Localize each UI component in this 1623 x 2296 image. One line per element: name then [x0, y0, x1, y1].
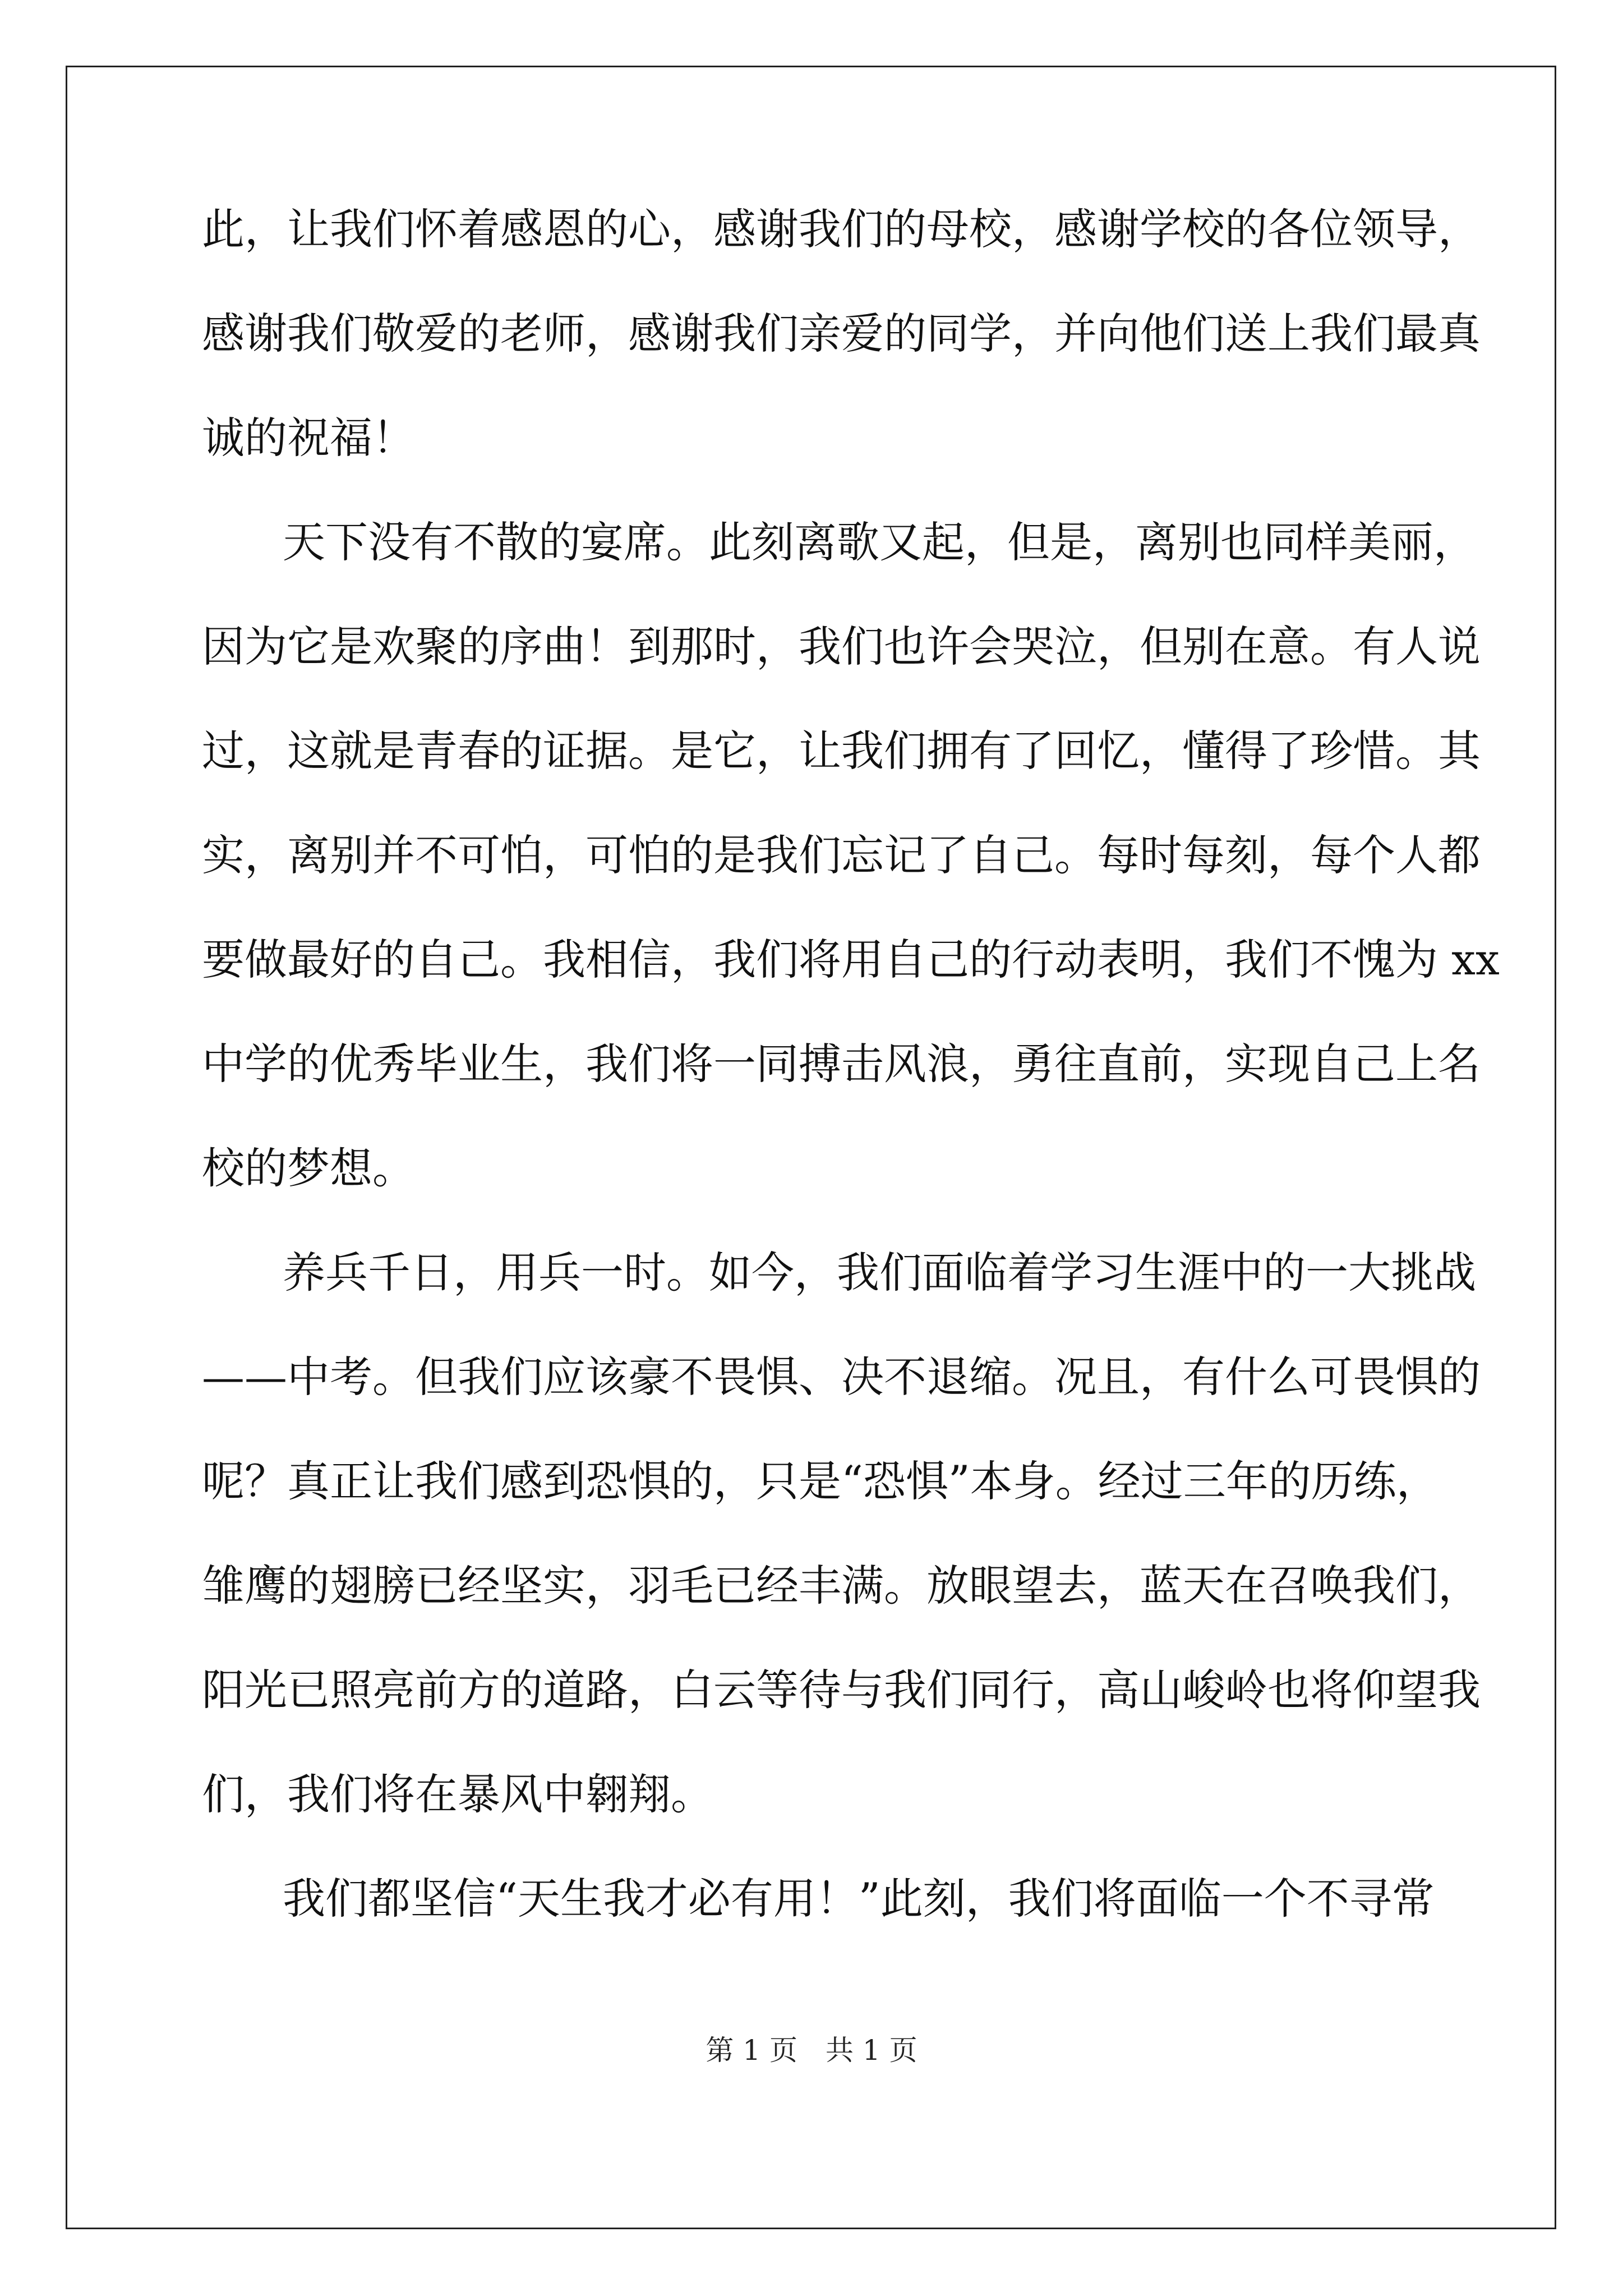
text-line: 阳光已照亮前方的道路，白云等待与我们同行，高山峻岭也将仰望我	[202, 1665, 1481, 1715]
text-line: 感谢我们敬爱的老师，感谢我们亲爱的同学，并向他们送上我们最真	[202, 309, 1481, 358]
text-line: 们，我们将在暴风中翱翔。	[202, 1769, 713, 1819]
paragraph-start-line: 养兵千日，用兵一时。如今，我们面临着学习生涯中的一大挑战	[283, 1248, 1476, 1297]
text-line: 中学的优秀毕业生，我们将一同搏击风浪，勇往直前，实现自己上名	[202, 1039, 1481, 1089]
text-line: 要做最好的自己。我相信，我们将用自己的行动表明，我们不愧为 xx	[202, 935, 1500, 984]
text-line: 诚的祝福！	[202, 413, 415, 463]
text-line: ——中考。但我们应该豪不畏惧、决不退缩。况且，有什么可畏惧的	[202, 1352, 1481, 1402]
page-footer: 第 1 页 共 1 页	[706, 2034, 917, 2067]
text-line: 因为它是欢聚的序曲！到那时，我们也许会哭泣，但别在意。有人说	[202, 622, 1481, 671]
text-line: 校的梦想。	[202, 1143, 415, 1193]
text-line: 此，让我们怀着感恩的心，感谢我们的母校，感谢学校的各位领导，	[202, 204, 1481, 254]
text-line: 雏鹰的翅膀已经坚实，羽毛已经丰满。放眼望去，蓝天在召唤我们，	[202, 1561, 1481, 1611]
text-line: 实，离别并不可怕，可怕的是我们忘记了自己。每时每刻，每个人都	[202, 830, 1481, 880]
text-line: 过，这就是青春的证据。是它，让我们拥有了回忆，懂得了珍惜。其	[202, 726, 1481, 776]
paragraph-start-line: 我们都坚信“天生我才必有用！”此刻，我们将面临一个不寻常	[283, 1874, 1435, 1924]
paragraph-start-line: 天下没有不散的宴席。此刻离歌又起，但是，离别也同样美丽，	[283, 517, 1476, 567]
text-line: 呢？真正让我们感到恐惧的，只是“恐惧”本身。经过三年的历练，	[202, 1456, 1439, 1506]
